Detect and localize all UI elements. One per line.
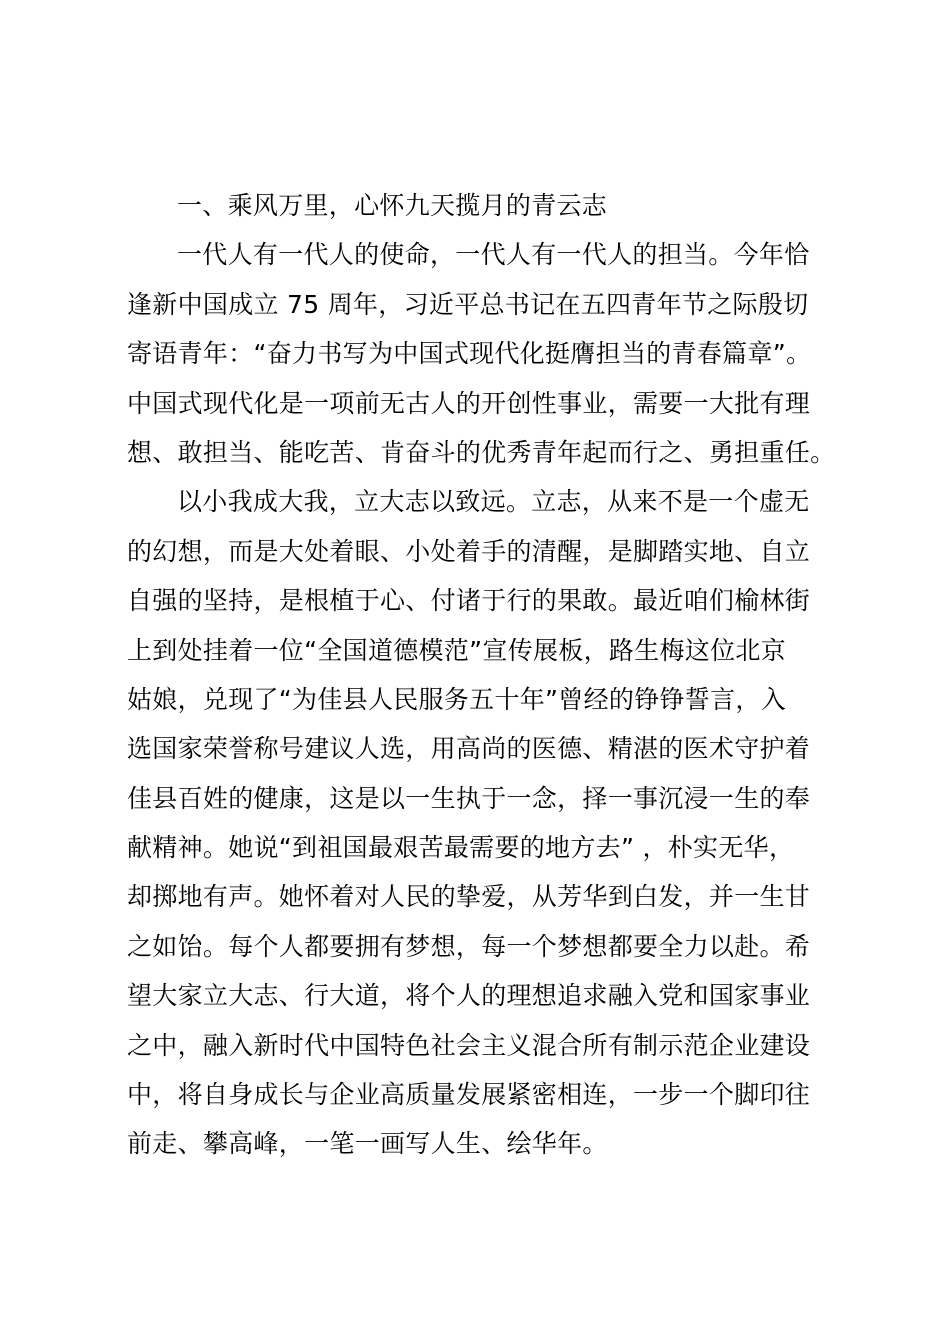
paragraph-line: 却掷地有声。她怀着对人民的挚爱，从芳华到白发，并一生甘 (127, 882, 811, 912)
paragraph-line: 想、敢担当、能吃苦、肯奋斗的优秀青年起而行之、勇担重任。 (127, 437, 836, 467)
paragraph-line: 之中，融入新时代中国特色社会主义混合所有制示范企业建设 (127, 1030, 811, 1060)
paragraph-line: 自强的坚持，是根植于心、付诸于行的果敢。最近咱们榆林街 (127, 586, 811, 616)
document-body (127, 181, 836, 1169)
paragraph-line: 之如饴。每个人都要拥有梦想，每一个梦想都要全力以赴。希 (127, 931, 811, 961)
paragraph-2 (127, 477, 833, 1168)
paragraph-line: 上到处挂着一位“全国道德模范”宣传展板，路生梅这位北京 (127, 635, 787, 665)
paragraph-line: 姑娘，兑现了“为佳县人民服务五十年”曾经的铮铮誓言，入 (127, 684, 787, 714)
paragraph-line: 以小我成大我，立大志以致远。立志，从来不是一个虚无 (177, 487, 810, 517)
paragraph-line: 佳县百姓的健康，这是以一生执于一念，择一事沉浸一生的奉 (127, 783, 811, 813)
section-heading: 一、乘风万里，心怀九天揽月的青云志 (177, 191, 608, 220)
paragraph-line: 选国家荣誉称号建议人选，用高尚的医德、精湛的医术守护着 (127, 734, 811, 764)
paragraph-line: 中国式现代化是一项前无古人的开创性事业，需要一大批有理 (127, 388, 811, 418)
paragraph-1 (127, 230, 836, 477)
paragraph-line: 的幻想，而是大处着眼、小处着手的清醒，是脚踏实地、自立 (127, 536, 811, 566)
paragraph-line: 一代人有一代人的使命，一代人有一代人的担当。今年恰 (177, 240, 810, 270)
paragraph-line: 逢新中国成立 75 周年，习近平总书记在五四青年节之际殷切 (127, 289, 809, 319)
paragraph-line: 前走、攀高峰，一笔一画写人生、绘华年。 (127, 1129, 608, 1159)
paragraph-line: 寄语青年：“奋力书写为中国式现代化挺膺担当的青春篇章”。 (127, 339, 812, 369)
paragraph-line: 望大家立大志、行大道，将个人的理想追求融入党和国家事业 (127, 981, 811, 1011)
paragraph-line: 中，将自身成长与企业高质量发展紧密相连，一步一个脚印往 (127, 1080, 811, 1110)
paragraph-line: 献精神。她说“到祖国最艰苦最需要的地方去” ，朴实无华， (127, 833, 795, 863)
